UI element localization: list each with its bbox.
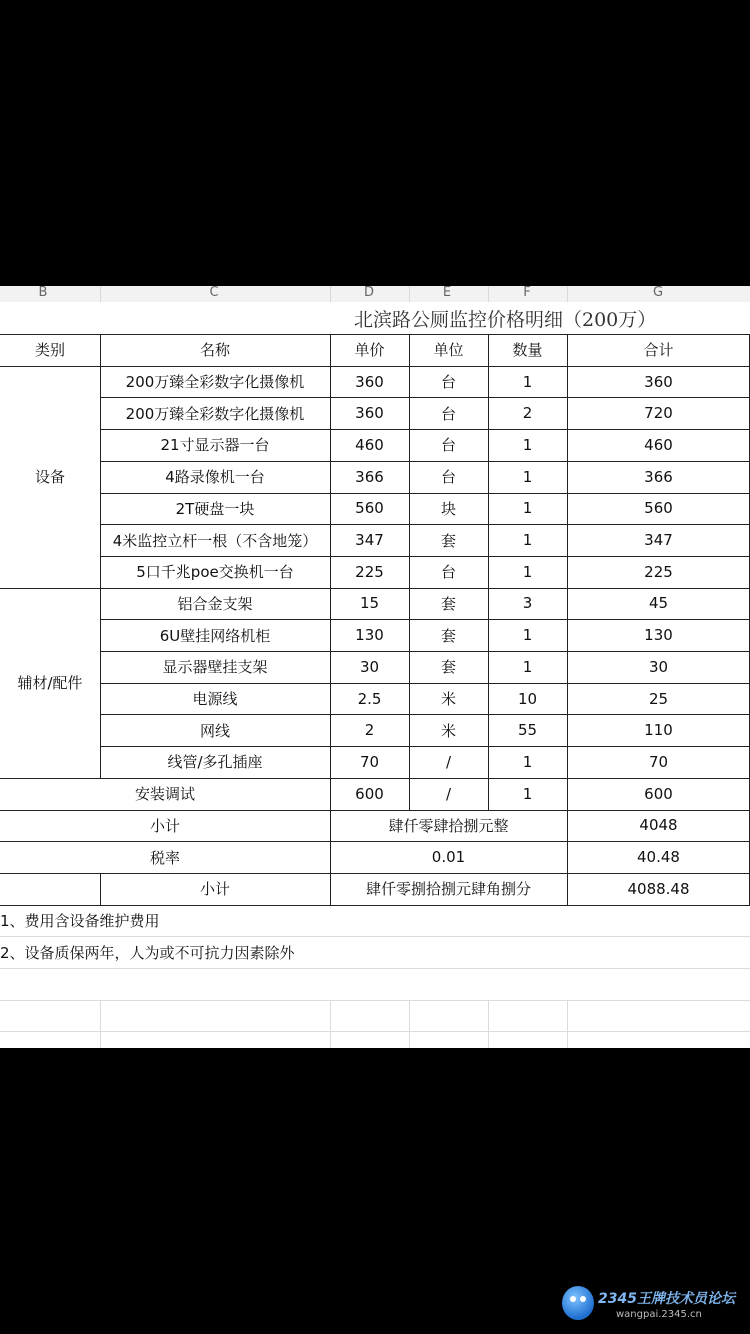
item-unit[interactable]: 块 [440, 499, 456, 518]
item-quantity[interactable]: 1 [522, 752, 533, 771]
install-unit-price[interactable]: 600 [355, 784, 384, 803]
column-letter[interactable]: B [38, 285, 48, 300]
item-total[interactable]: 720 [644, 404, 673, 423]
subtotal-label[interactable]: 小计 [149, 816, 180, 835]
item-total[interactable]: 70 [648, 752, 669, 771]
tax-label[interactable]: 税率 [149, 848, 180, 867]
tax-total[interactable]: 40.48 [637, 848, 680, 867]
item-unit-price[interactable]: 347 [355, 531, 384, 550]
header-total[interactable]: 合计 [643, 341, 674, 360]
item-name[interactable]: 21寸显示器一台 [160, 436, 270, 455]
header-quantity[interactable]: 数量 [512, 341, 543, 360]
item-name[interactable]: 显示器壁挂支架 [162, 658, 268, 677]
item-quantity[interactable]: 1 [522, 467, 533, 486]
item-total[interactable]: 225 [644, 562, 673, 581]
item-quantity[interactable]: 1 [522, 531, 533, 550]
column-letter[interactable]: G [652, 285, 664, 300]
note-line[interactable]: 2、设备质保两年，人为或不可抗力因素除外 [0, 943, 295, 962]
item-quantity[interactable]: 3 [522, 594, 533, 613]
install-name[interactable]: 安装调试 [134, 785, 195, 804]
item-unit[interactable]: 套 [440, 626, 456, 645]
grand-total-value[interactable]: 4088.48 [627, 879, 690, 898]
item-quantity[interactable]: 1 [522, 499, 533, 518]
item-name[interactable]: 4米监控立杆一根（不含地笼） [112, 531, 318, 550]
item-unit[interactable]: 台 [440, 373, 456, 392]
item-total[interactable]: 130 [644, 626, 673, 645]
item-unit-price[interactable]: 225 [355, 562, 384, 581]
item-unit[interactable]: / [445, 752, 452, 771]
item-unit[interactable]: 套 [440, 658, 456, 677]
item-total[interactable]: 347 [644, 531, 673, 550]
watermark-url: wangpai.2345.cn [616, 1309, 702, 1320]
column-letter[interactable]: D [363, 285, 375, 300]
item-unit-price[interactable]: 360 [355, 372, 384, 391]
item-total[interactable]: 460 [644, 435, 673, 454]
item-unit-price[interactable]: 360 [355, 404, 384, 423]
grand-total-amount-words[interactable]: 肆仟零捌拾捌元肆角捌分 [365, 880, 531, 899]
item-quantity[interactable]: 2 [522, 404, 533, 423]
item-total[interactable]: 560 [644, 499, 673, 518]
header-name[interactable]: 名称 [199, 341, 230, 360]
header-unit-price[interactable]: 单价 [354, 341, 385, 360]
item-unit-price[interactable]: 70 [359, 752, 380, 771]
item-unit[interactable]: 台 [440, 468, 456, 487]
item-quantity[interactable]: 1 [522, 626, 533, 645]
item-unit[interactable]: 套 [440, 594, 456, 613]
item-unit[interactable]: 米 [440, 690, 456, 709]
category-cell[interactable]: 设备 [34, 468, 65, 487]
item-quantity[interactable]: 1 [522, 657, 533, 676]
item-unit[interactable]: 米 [440, 721, 456, 740]
item-quantity[interactable]: 10 [517, 689, 538, 708]
tax-rate[interactable]: 0.01 [431, 848, 466, 867]
item-quantity[interactable]: 1 [522, 435, 533, 454]
item-name[interactable]: 线管/多孔插座 [167, 753, 263, 772]
category-cell[interactable]: 辅材/配件 [17, 674, 83, 693]
item-unit-price[interactable]: 2.5 [357, 689, 382, 708]
install-unit[interactable]: / [445, 784, 452, 803]
item-total[interactable]: 45 [648, 594, 669, 613]
mascot-icon [562, 1286, 594, 1320]
item-total[interactable]: 30 [648, 657, 669, 676]
item-name[interactable]: 5口千兆poe交换机一台 [136, 563, 294, 582]
item-unit[interactable]: 台 [440, 563, 456, 582]
install-quantity[interactable]: 1 [522, 784, 533, 803]
sheet-title[interactable]: 北滨路公厕监控价格明细（200万） [354, 308, 657, 331]
header-unit[interactable]: 单位 [433, 341, 464, 360]
item-name[interactable]: 6U壁挂网络机柜 [159, 626, 271, 645]
note-line[interactable]: 1、费用含设备维护费用 [0, 911, 160, 930]
forum-watermark [562, 1282, 742, 1328]
watermark-brand: 2345王牌技术员论坛 [598, 1291, 735, 1307]
header-category[interactable]: 类别 [34, 341, 65, 360]
column-letter[interactable]: E [442, 285, 452, 300]
item-unit[interactable]: 台 [440, 404, 456, 423]
item-unit[interactable]: 套 [440, 531, 456, 550]
spreadsheet [0, 286, 750, 1048]
item-total[interactable]: 25 [648, 689, 669, 708]
item-unit-price[interactable]: 15 [359, 594, 380, 613]
column-letter[interactable]: F [523, 285, 531, 300]
item-quantity[interactable]: 1 [522, 562, 533, 581]
item-quantity[interactable]: 55 [517, 721, 538, 740]
item-total[interactable]: 360 [644, 372, 673, 391]
item-unit-price[interactable]: 30 [359, 657, 380, 676]
item-name[interactable]: 网线 [199, 721, 230, 740]
item-quantity[interactable]: 1 [522, 372, 533, 391]
item-unit-price[interactable]: 366 [355, 467, 384, 486]
item-name[interactable]: 铝合金支架 [177, 594, 253, 613]
item-unit-price[interactable]: 460 [355, 435, 384, 454]
item-unit-price[interactable]: 2 [364, 721, 375, 740]
install-total[interactable]: 600 [644, 784, 673, 803]
item-unit-price[interactable]: 560 [355, 499, 384, 518]
item-name[interactable]: 电源线 [192, 690, 238, 709]
column-header-bar [0, 286, 750, 302]
item-unit-price[interactable]: 130 [355, 626, 384, 645]
item-name[interactable]: 200万臻全彩数字化摄像机 [125, 404, 305, 423]
item-unit[interactable]: 台 [440, 436, 456, 455]
item-total[interactable]: 110 [644, 721, 673, 740]
column-letter[interactable]: C [209, 285, 219, 300]
item-name[interactable]: 4路录像机一台 [165, 468, 265, 487]
subtotal-amount-words[interactable]: 肆仟零肆拾捌元整 [388, 816, 509, 835]
item-name[interactable]: 200万臻全彩数字化摄像机 [125, 373, 305, 392]
item-name[interactable]: 2T硬盘一块 [175, 499, 255, 518]
grand-total-label[interactable]: 小计 [199, 880, 230, 899]
subtotal-total[interactable]: 4048 [639, 816, 678, 835]
item-total[interactable]: 366 [644, 467, 673, 486]
